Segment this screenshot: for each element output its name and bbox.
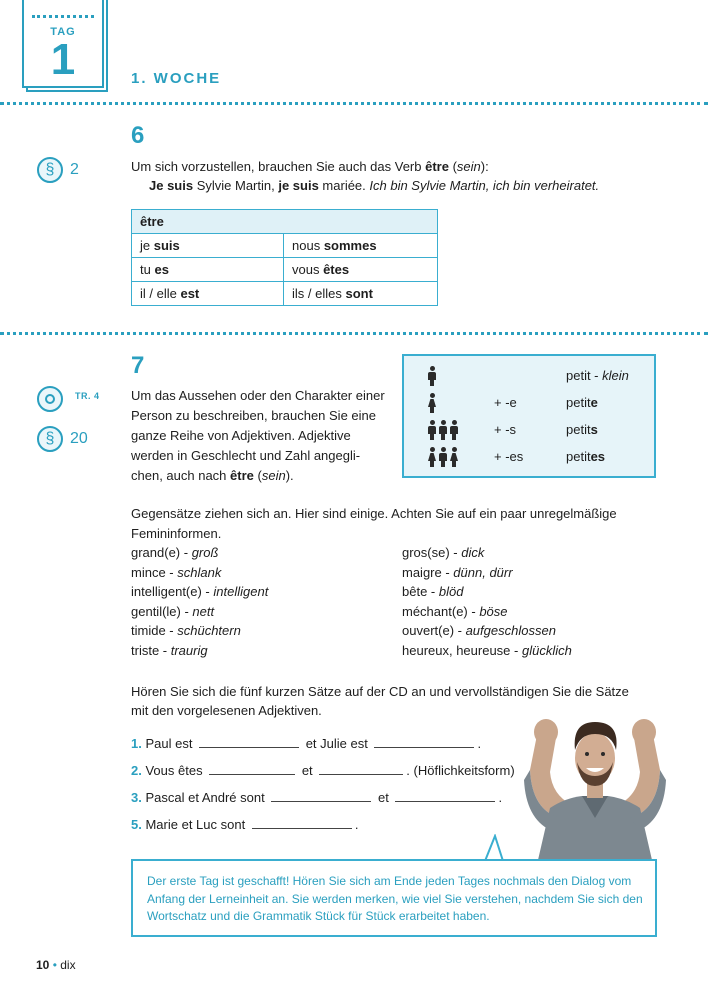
etre-conjugation-table: [131, 209, 438, 306]
adjective-form: petite: [566, 395, 598, 410]
answer-blank[interactable]: [199, 735, 299, 748]
adjective-form: petit - klein: [566, 368, 629, 383]
answer-blank[interactable]: [252, 816, 352, 829]
list-item: grand(e) - groß: [131, 545, 219, 560]
paragraph-icon: §: [37, 157, 63, 183]
gender-agreement-box: [402, 354, 656, 478]
page-number: 10: [36, 958, 50, 972]
table-cell: nous sommes: [284, 234, 438, 258]
dotted-divider: [0, 102, 708, 105]
person-figures: [428, 447, 458, 467]
table-cell: je suis: [132, 234, 284, 258]
list-item: triste - traurig: [131, 642, 208, 658]
section-number-7: 7: [131, 352, 145, 379]
exercise-intro: mit den vorgelesenen Adjektiven.: [131, 703, 322, 718]
suffix-label: + -es: [494, 449, 524, 464]
track-label: TR. 4: [75, 391, 100, 401]
agreement-row: [404, 364, 654, 388]
male-figure-icon: [450, 420, 458, 440]
tip-text: Der erste Tag ist geschafft! Hören Sie sich am Ende jeden Tages nochmals den Dialog vom Anfang der Lerneinheit an. Sie werden merken, wie viel Sie verstehen, nachdem Sie sich den Wortschatz und die Grammatik Stück für Stück erarbeitet haben.: [147, 874, 643, 923]
female-figure-icon: [428, 393, 436, 413]
exercise-item: 3. Pascal et André sont et .: [131, 790, 503, 805]
answer-blank[interactable]: [271, 789, 371, 802]
table-cell: il / elle est: [132, 282, 284, 306]
female-figure-icon: [428, 447, 436, 467]
page-word: dix: [60, 958, 76, 972]
tag-number: 1: [50, 35, 76, 84]
footer-bullet: •: [52, 958, 57, 972]
day-tab: [22, 0, 106, 92]
intro-verb: être: [425, 159, 449, 174]
tab-dotted-line: [32, 15, 94, 18]
section6-example: Je suis Sylvie Martin, je suis mariée. Ich bin Sylvie Martin, ich bin verheiratet.: [149, 178, 600, 193]
answer-blank[interactable]: [374, 735, 474, 748]
tab-front-sheet: [22, 0, 104, 88]
paragraph-ref: 2: [70, 161, 79, 178]
exercise-item: 1. Paul est et Julie est .: [131, 736, 482, 751]
list-item: heureux, heureuse - glücklich: [402, 642, 572, 658]
paragraph-ref: 20: [70, 430, 88, 447]
paragraph-icon: §: [37, 426, 63, 452]
person-figures: [428, 393, 436, 413]
contrast-intro: Femininformen.: [131, 526, 222, 541]
page-footer: [36, 958, 76, 972]
section6-intro: Um sich vorzustellen, brauchen Sie auch das Verb être (sein):: [131, 159, 489, 174]
male-figure-icon: [428, 420, 436, 440]
section7-intro-line: werden in Geschlecht und Zahl angegli-: [131, 448, 361, 463]
list-item: gros(se) - dick: [402, 545, 485, 560]
exercise-item: 5. Marie et Luc sont .: [131, 817, 359, 832]
speech-bubble-tail: [483, 834, 505, 861]
person-figures: [428, 366, 436, 386]
cheering-man-photo: [520, 700, 670, 860]
answer-blank[interactable]: [395, 789, 495, 802]
contrast-intro: Gegensätze ziehen sich an. Hier sind einige. Achten Sie auf ein paar unregelmäßige: [131, 506, 617, 521]
adjective-list-right: [402, 543, 572, 660]
person-figures: [428, 420, 458, 440]
exercise-item: 2. Vous êtes et . (Höflichkeitsform): [131, 763, 515, 778]
list-item: ouvert(e) - aufgeschlossen: [402, 623, 556, 638]
table-row: [132, 282, 438, 306]
male-figure-icon: [439, 447, 447, 467]
suffix-label: + -s: [494, 422, 517, 437]
section7-intro-line: Person zu beschreiben, brauchen Sie eine: [131, 408, 376, 423]
list-item: méchant(e) - böse: [402, 603, 508, 619]
section-number-6: 6: [131, 122, 145, 149]
table-row: [132, 258, 438, 282]
adjective-form: petites: [566, 449, 606, 464]
suffix-label: + -e: [494, 395, 517, 410]
adjective-list-left: [131, 543, 268, 660]
week-title: 1. WOCHE: [131, 70, 222, 87]
male-figure-icon: [439, 420, 447, 440]
dotted-divider: [0, 332, 708, 335]
table-header: être: [132, 210, 438, 234]
table-cell: ils / elles sont: [284, 282, 438, 306]
agreement-row: [404, 391, 654, 415]
list-item: maigre - dünn, dürr: [402, 564, 513, 580]
list-item: timide - schüchtern: [131, 623, 241, 638]
section7-intro-line: Um das Aussehen oder den Charakter einer: [131, 388, 385, 403]
male-figure-icon: [428, 366, 436, 386]
list-item: intelligent(e) - intelligent: [131, 584, 269, 599]
agreement-row: [404, 445, 654, 469]
section7-intro-line: ganze Reihe von Adjektiven. Adjektive: [131, 428, 351, 443]
list-item: mince - schlank: [131, 564, 222, 580]
table-cell: vous êtes: [284, 258, 438, 282]
female-figure-icon: [450, 447, 458, 467]
tag-label: TAG: [50, 26, 76, 38]
agreement-row: [404, 418, 654, 442]
answer-blank[interactable]: [209, 762, 295, 775]
list-item: gentil(le) - nett: [131, 603, 215, 619]
list-item: bête - blöd: [402, 584, 464, 599]
table-cell: tu es: [132, 258, 284, 282]
exercise-intro: Hören Sie sich die fünf kurzen Sätze auf der CD an und vervollständigen Sie die Sätze: [131, 684, 629, 699]
adjective-form: petits: [566, 422, 598, 437]
answer-blank[interactable]: [319, 762, 403, 775]
tip-box: [131, 859, 657, 937]
cd-icon: [37, 386, 63, 412]
section7-intro-line: chen, auch nach être (sein).: [131, 468, 294, 483]
table-row: [132, 234, 438, 258]
